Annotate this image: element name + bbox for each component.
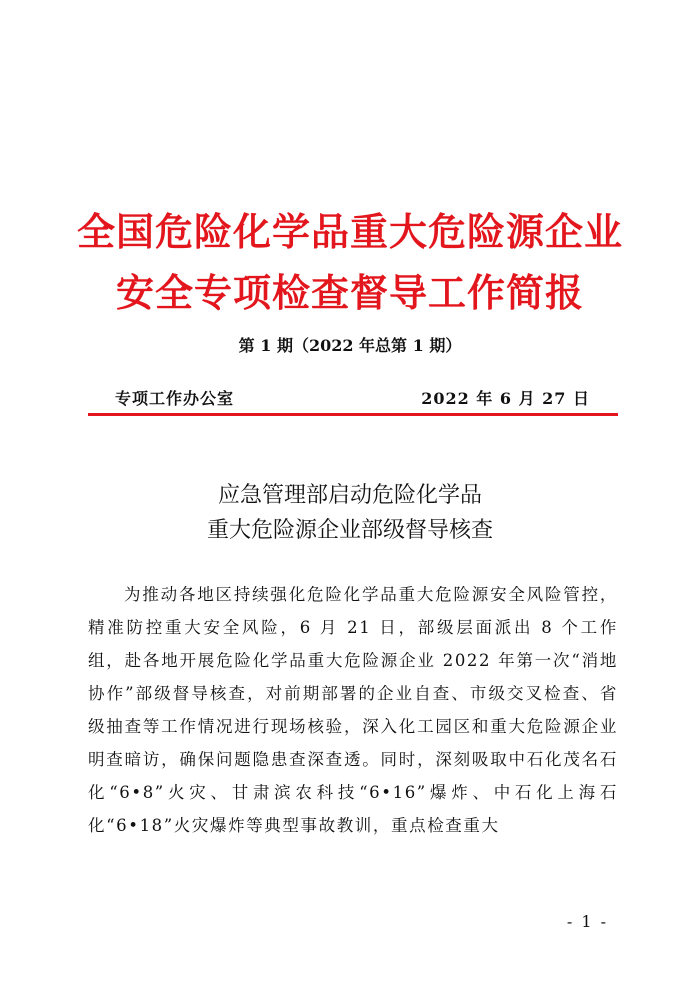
bulletin-title-line2: 安全专项检查督导工作简报	[115, 271, 584, 315]
bulletin-title-line1: 全国危险化学品重大危险源企业	[76, 210, 623, 254]
article-title-line1: 应急管理部启动危险化学品	[217, 483, 482, 508]
issue-date: 2022 年 6 月 27 日	[421, 389, 590, 408]
issuing-office: 专项工作办公室	[115, 389, 235, 408]
page-number: - 1 -	[566, 912, 608, 931]
article-paragraph: 为推动各地区持续强化危险化学品重大危险源安全风险管控，精准防控重大安全风险，6 月 21 日，部级层面派出 8 个工作组，赴各地开展危险化学品重大危险源企业 2022 年第一次“消地协作”部级督导核查，对前期部署的企业自查、市级交叉检查、省级抽查等工作情况进行现场核验，深入化工园区和重大危险源企业明查暗访，确保问题隐患查深查透。同时，深刻吸取中石化茂名石化“6•8”火灾、甘肃滨农科技“6•16”爆炸、中石化上海石化“6•18”火灾爆炸等典型事故教训，重点检查重大	[88, 585, 618, 835]
article-title-line2: 重大危险源企业部级督导核查	[206, 518, 493, 543]
issue-number: 第 1 期（2022 年总第 1 期）	[238, 336, 462, 355]
red-divider	[88, 413, 618, 416]
